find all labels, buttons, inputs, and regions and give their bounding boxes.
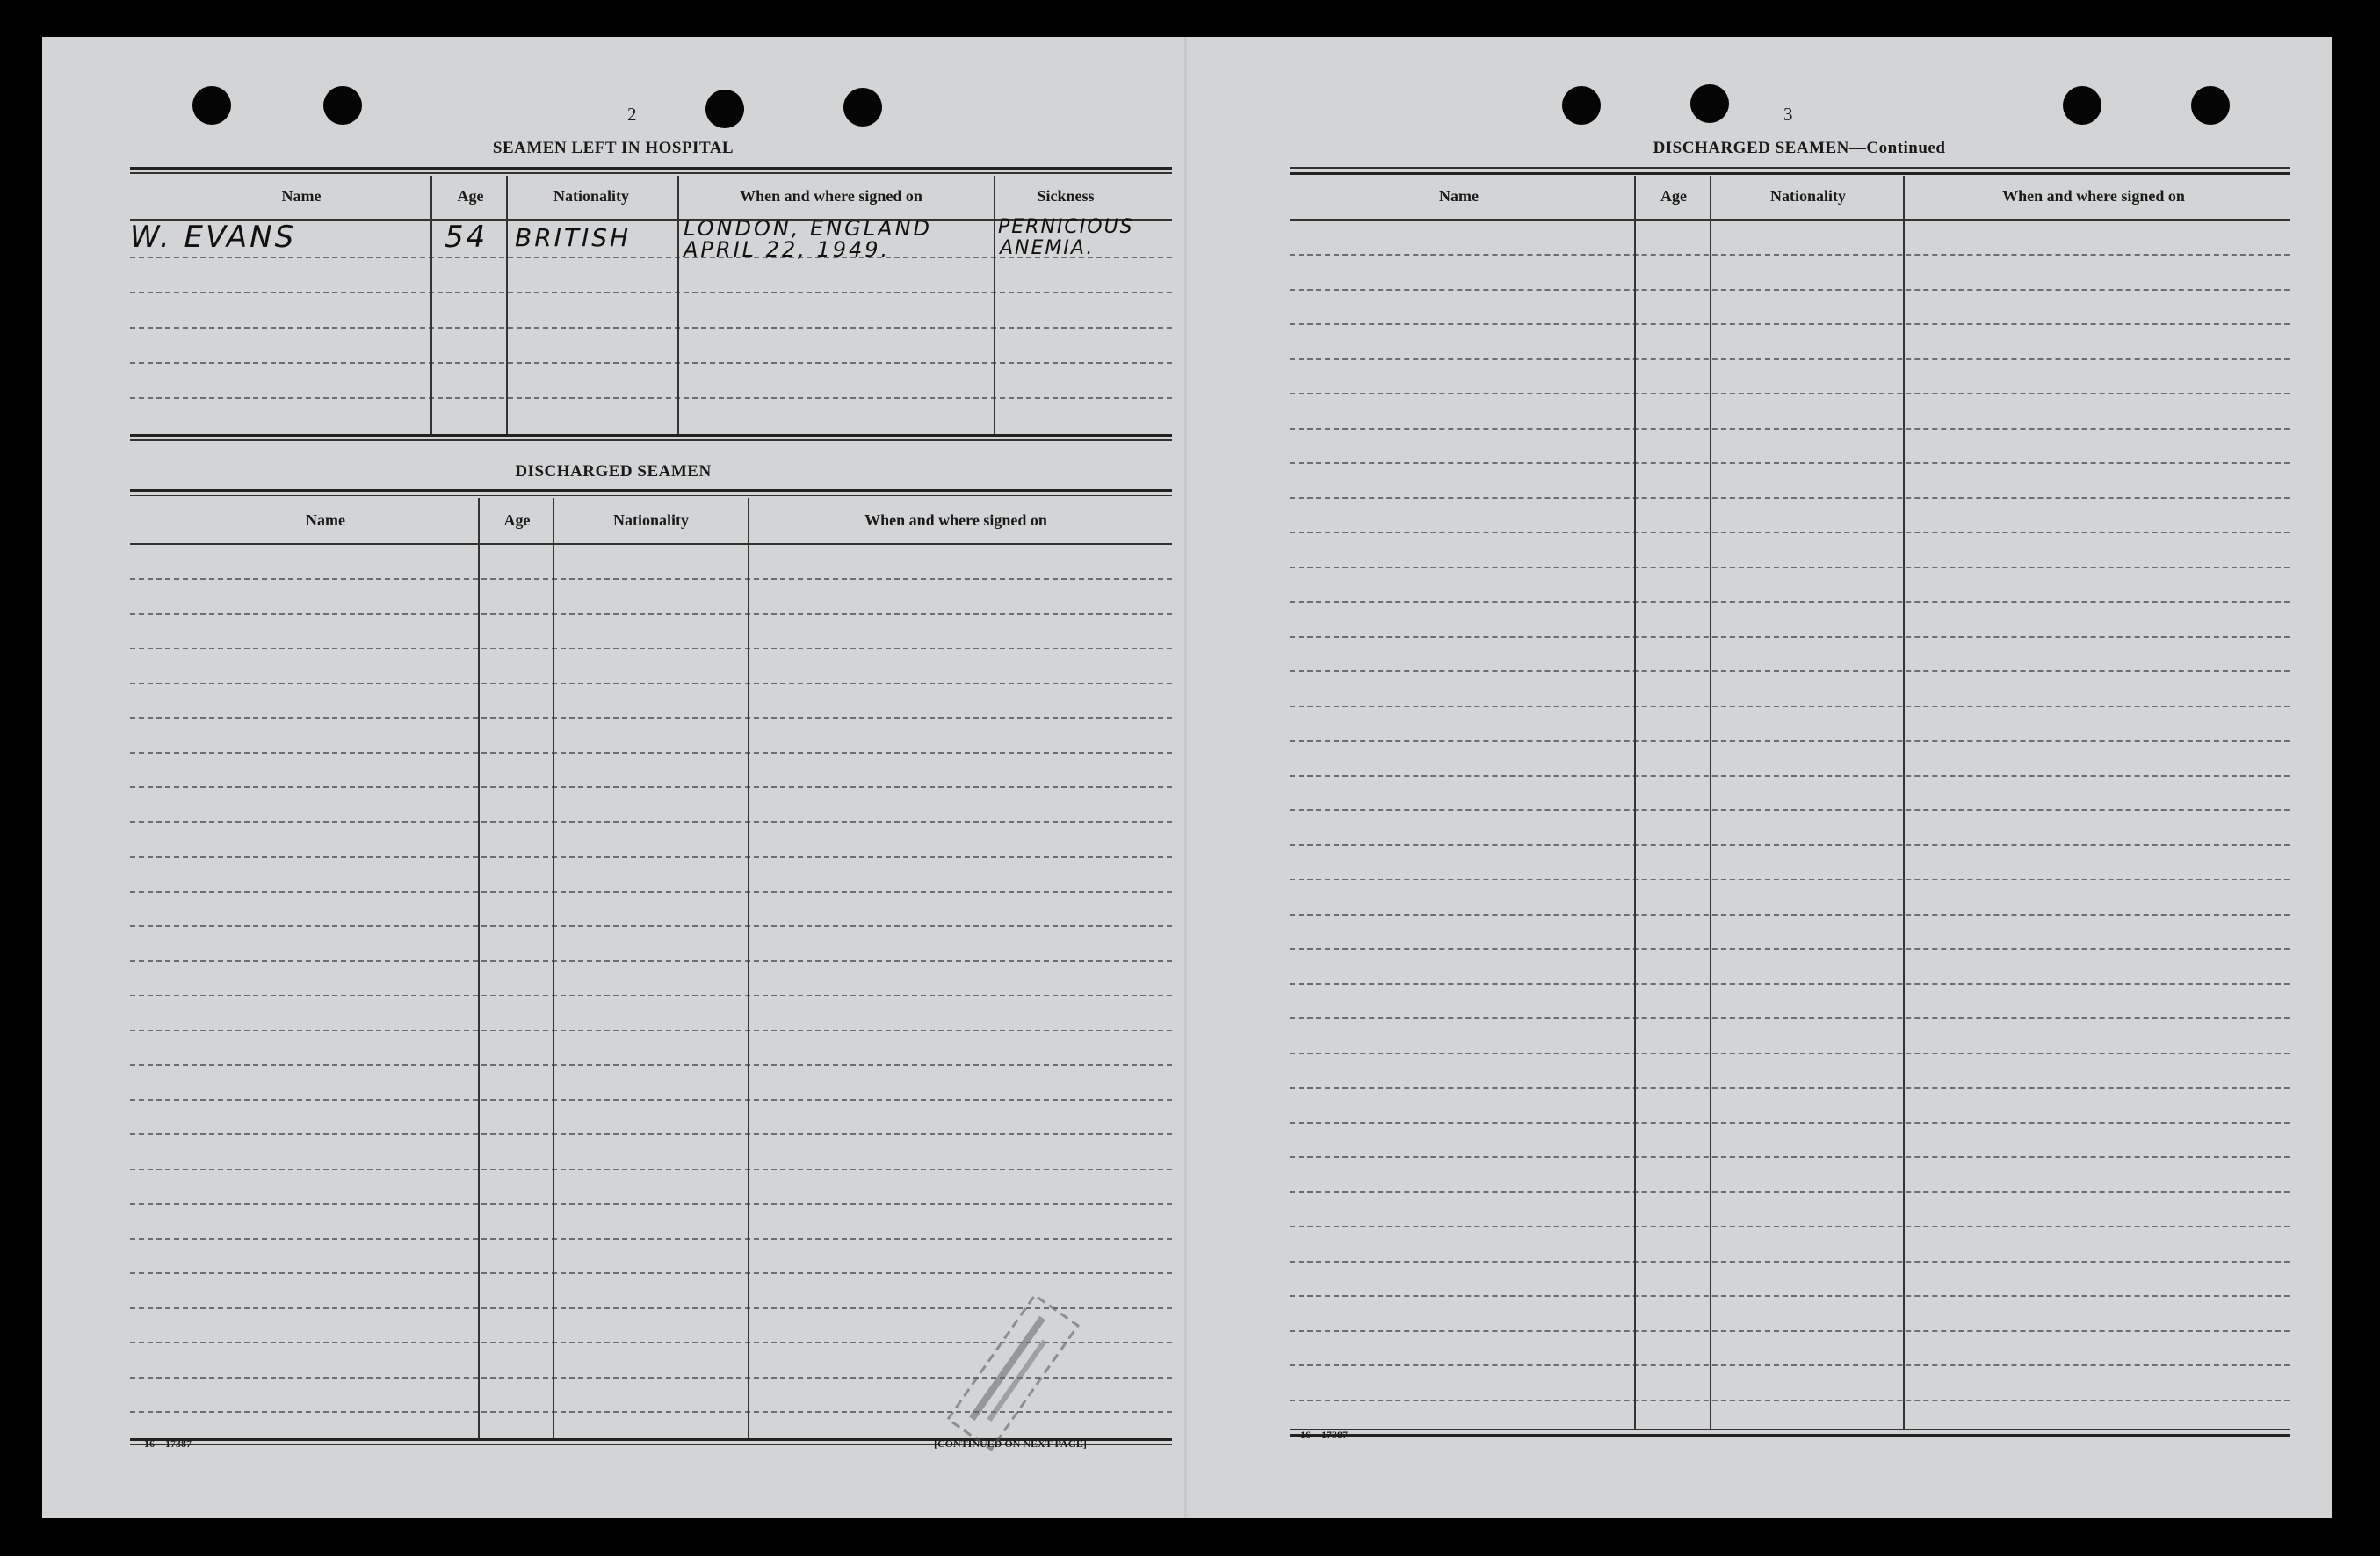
rule: [130, 434, 1172, 437]
ledger-row-line: [1290, 1191, 2290, 1193]
column-divider: [748, 498, 749, 1440]
col-header-signed-on: When and where signed on: [864, 511, 1047, 529]
punch-hole: [2063, 86, 2101, 125]
ledger-row-line: [1290, 1226, 2290, 1227]
rule: [130, 167, 1172, 170]
ledger-row-line: [1290, 1156, 2290, 1158]
ledger-row-line: [1290, 462, 2290, 464]
col-header-sickness: Sickness: [1037, 187, 1095, 205]
ledger-row-line: [130, 1203, 1172, 1205]
ledger-row-line: [1290, 809, 2290, 811]
column-divider: [994, 176, 995, 436]
ledger-row-line: [1290, 1330, 2290, 1332]
col-header-nationality: Nationality: [612, 511, 689, 529]
entry-signed-on-place: LONDON, ENGLAND: [684, 216, 932, 241]
rule: [130, 327, 1172, 329]
ledger-row-line: [130, 995, 1172, 996]
ledger-row-line: [130, 960, 1172, 962]
ledger-row-line: [130, 1099, 1172, 1101]
rule: [1290, 172, 2290, 175]
punch-hole: [2191, 86, 2230, 125]
ledger-row-line: [130, 891, 1172, 893]
faint-stamp: [939, 1287, 1088, 1457]
ledger-row-line: [1290, 983, 2290, 985]
ledger-row-line: [130, 1030, 1172, 1031]
punch-hole: [192, 86, 231, 125]
discharged-section-title: DISCHARGED SEAMEN: [515, 462, 712, 481]
rule: [130, 489, 1172, 492]
rule: [1290, 219, 2290, 221]
punch-hole: [705, 90, 744, 128]
ledger-row-line: [1290, 1017, 2290, 1019]
col-header-age: Age: [503, 511, 531, 529]
ledger-row-line: [1290, 1400, 2290, 1401]
column-divider: [1710, 176, 1711, 1430]
ledger-row-line: [1290, 601, 2290, 603]
ledger-row-line: [1290, 1261, 2290, 1263]
column-divider: [430, 176, 432, 436]
column-divider: [478, 498, 480, 1440]
punch-hole: [323, 86, 362, 125]
rule: [130, 543, 1172, 545]
ledger-row-line: [130, 786, 1172, 788]
ledger-row-line: [130, 717, 1172, 719]
ledger-row-line: [130, 856, 1172, 858]
column-divider: [677, 176, 679, 436]
rule: [1290, 1429, 2290, 1430]
column-divider: [1903, 176, 1905, 1430]
discharged-continued-title: [1580, 139, 2019, 158]
rule: [130, 292, 1172, 293]
ledger-row-line: [1290, 1364, 2290, 1366]
ledger-row-line: [1290, 948, 2290, 950]
punch-hole: [1690, 84, 1729, 123]
ledger-row-line: [1290, 844, 2290, 846]
entry-name: W. EVANS: [130, 220, 297, 255]
ledger-row-line: [1290, 1087, 2290, 1089]
ledger-row-line: [130, 821, 1172, 823]
column-divider: [1634, 176, 1636, 1430]
ledger-spread: [42, 37, 2332, 1518]
col-header-name: Name: [306, 511, 345, 529]
ledger-row-line: [1290, 879, 2290, 880]
ledger-row-line: [1290, 1122, 2290, 1124]
rule: [130, 362, 1172, 364]
ledger-row-line: [1290, 670, 2290, 672]
ledger-row-line: [1290, 358, 2290, 360]
col-header-signed-on: When and where signed on: [740, 187, 922, 205]
column-divider: [553, 498, 554, 1440]
rule: [1290, 167, 2290, 169]
ledger-row-line: [130, 925, 1172, 927]
rule: [1290, 1434, 2290, 1437]
column-divider: [506, 176, 508, 436]
ledger-row-line: [1290, 254, 2290, 256]
ledger-row-line: [1290, 775, 2290, 777]
ledger-row-line: [130, 683, 1172, 684]
ledger-row-line: [130, 648, 1172, 649]
ledger-row-line: [1290, 1053, 2290, 1054]
punch-hole: [843, 88, 882, 127]
col-header-signed-on: When and where signed on: [2002, 187, 2185, 205]
hospital-section-title: SEAMEN LEFT IN HOSPITAL: [492, 139, 734, 157]
col-header-nationality: Nationality: [1769, 187, 1846, 205]
ledger-row-line: [1290, 428, 2290, 430]
entry-nationality: BRITISH: [515, 223, 632, 252]
ledger-row-line: [1290, 706, 2290, 707]
ledger-row-line: [130, 613, 1172, 615]
ledger-row-line: [130, 1238, 1172, 1240]
ledger-row-line: [1290, 289, 2290, 291]
ledger-row-line: [1290, 740, 2290, 742]
punch-hole: [1562, 86, 1601, 125]
ledger-row-line: [1290, 393, 2290, 394]
entry-sickness-line2: ANEMIA.: [1000, 237, 1095, 259]
ledger-row-line: [1290, 567, 2290, 568]
ledger-row-line: [130, 752, 1172, 754]
discharged-title-text: DISCHARGED SEAMEN: [1653, 139, 1849, 157]
col-header-name: Name: [281, 187, 322, 205]
ledger-row-line: [130, 1133, 1172, 1135]
ledger-row-line: [1290, 1295, 2290, 1297]
col-header-age: Age: [1660, 187, 1687, 205]
col-header-nationality: Nationality: [553, 187, 629, 205]
page-fold: [1184, 37, 1187, 1518]
form-number-left: 16—17387: [144, 1437, 192, 1450]
rule: [130, 439, 1172, 441]
ledger-row-line: [130, 1064, 1172, 1066]
ledger-row-line: [130, 1272, 1172, 1274]
form-number-right: 16—17387: [1300, 1429, 1348, 1441]
rule: [130, 495, 1172, 496]
ledger-row-line: [1290, 497, 2290, 499]
ledger-row-line: [130, 578, 1172, 580]
ledger-row-line: [1290, 532, 2290, 533]
rule: [130, 397, 1172, 399]
page-number-right: 3: [1783, 104, 1793, 125]
col-header-name: Name: [1439, 187, 1479, 205]
col-header-age: Age: [457, 187, 484, 205]
entry-sickness-line1: PERNICIOUS: [998, 216, 1134, 238]
ledger-row-line: [1290, 914, 2290, 916]
entry-signed-on-date: APRIL 22, 1949.: [684, 237, 891, 262]
ledger-row-line: [130, 1169, 1172, 1170]
ledger-row-line: [1290, 636, 2290, 638]
continued-note: [CONTINUED ON NEXT PAGE]: [934, 1437, 1087, 1450]
ledger-row-line: [1290, 323, 2290, 325]
page-number-left: 2: [627, 104, 637, 125]
discharged-title-suffix: —Continued: [1848, 139, 1946, 157]
entry-age: 54: [445, 220, 488, 255]
rule: [130, 172, 1172, 174]
